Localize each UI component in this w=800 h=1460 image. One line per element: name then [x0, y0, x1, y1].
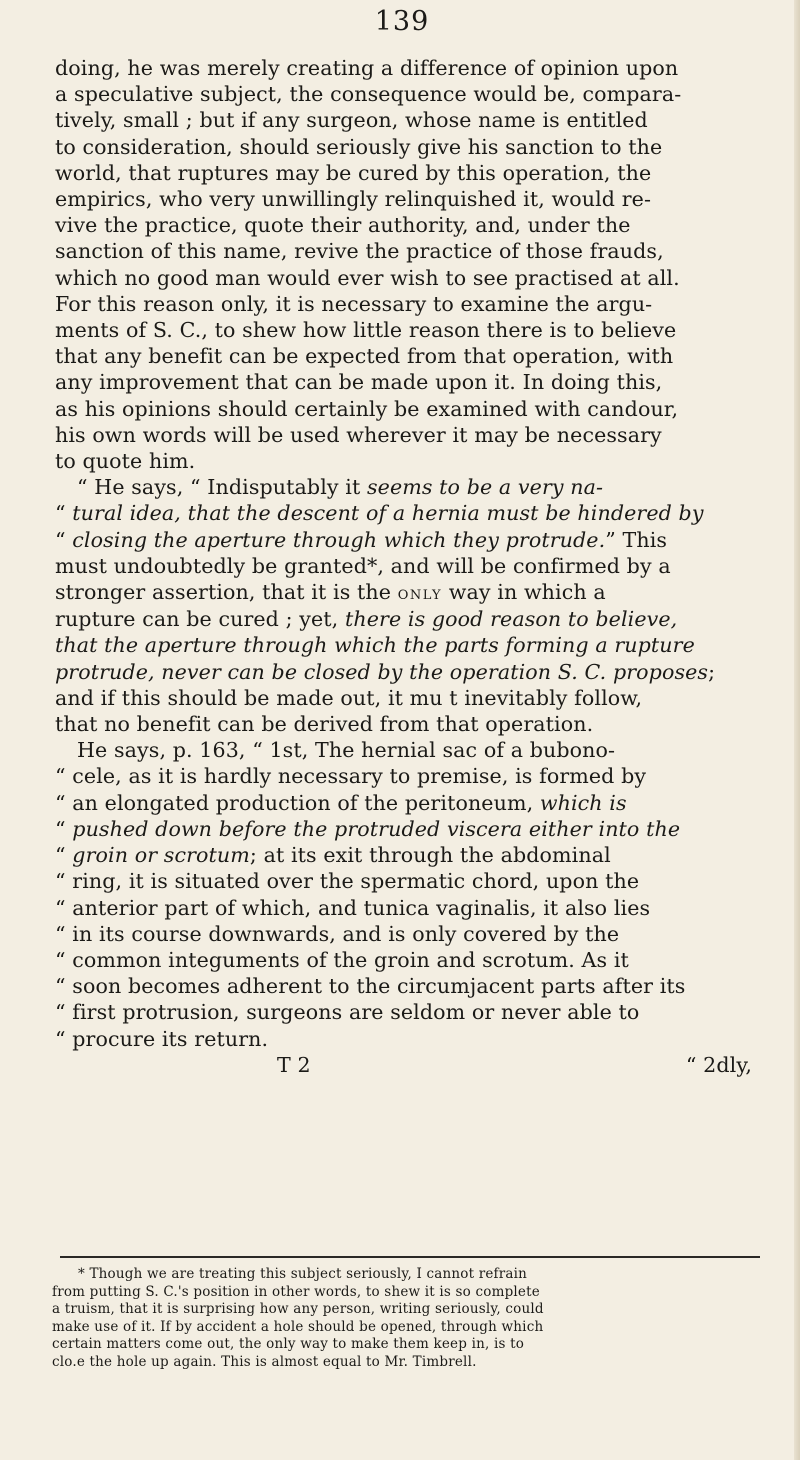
- text-segment: ” This: [605, 527, 668, 552]
- text-segment: He says, p. 163, “ 1st, The hernial sac of a bubono-: [77, 738, 616, 763]
- text-line: [55, 763, 760, 789]
- text-line: [55, 55, 760, 81]
- text-line: [55, 973, 760, 999]
- main-text: [55, 55, 760, 1078]
- text-segment: “ anterior part of which, and tunica vaginalis, it also lies: [55, 895, 651, 920]
- text-line: [55, 238, 760, 264]
- footnote-line: certain matters come out, the only way to make them keep in, is to: [52, 1336, 525, 1353]
- text-segment: vive the practice, quote their authority, and, under the: [55, 213, 631, 238]
- italic-text: which is: [539, 790, 627, 815]
- text-line: [55, 737, 760, 763]
- text-segment: “ procure its return.: [55, 1026, 269, 1051]
- text-segment: “ cele, as it is hardly necessary to premise, is formed by: [55, 764, 647, 789]
- text-line: [55, 343, 760, 369]
- italic-text: seems to be a very na-: [366, 475, 604, 500]
- text-line: [55, 659, 760, 685]
- text-segment: to consideration, should seriously give his sanction to the: [55, 134, 663, 159]
- text-segment: any improvement that can be made upon it. In doing this,: [55, 370, 663, 395]
- text-segment: that any benefit can be expected from that operation, with: [55, 344, 674, 369]
- text-segment: to quote him.: [55, 449, 196, 474]
- italic-text: closing the aperture through which they protrude.: [72, 527, 606, 552]
- text-line: [55, 527, 760, 553]
- text-line: [55, 291, 760, 317]
- text-line: [55, 448, 760, 474]
- text-segment: world, that ruptures may be cured by this operation, the: [55, 160, 652, 185]
- text-line: [55, 579, 760, 606]
- text-segment: “ He says, “ Indisputably it: [77, 475, 367, 500]
- text-line: [55, 186, 760, 212]
- page-edge: [794, 0, 800, 1460]
- italic-text: pushed down before the protruded viscera either into the: [72, 816, 681, 841]
- text-line: [55, 606, 760, 632]
- text-segment: “: [55, 501, 73, 526]
- text-line: [55, 160, 760, 186]
- text-line: [55, 842, 760, 868]
- text-line: [55, 81, 760, 107]
- text-segment: tively, small ; but if any surgeon, whose name is entitled: [55, 108, 648, 133]
- footnote-line: a truism, that it is surprising how any person, writing seriously, could: [52, 1301, 544, 1318]
- text-line: [55, 317, 760, 343]
- text-segment: a speculative subject, the consequence would be, compara-: [55, 82, 682, 107]
- footnote-line: * Though we are treating this subject seriously, I cannot refrain: [78, 1266, 528, 1282]
- footnote: [52, 1266, 764, 1372]
- text-line: [55, 422, 760, 448]
- text-line: [55, 553, 760, 579]
- text-segment: way in which a: [442, 580, 606, 605]
- catchword: “ 2dly,: [685, 1052, 752, 1077]
- italic-text: there is good reason to believe,: [344, 607, 678, 632]
- text-segment: “: [55, 527, 73, 552]
- text-line: [55, 1026, 760, 1052]
- signature-mark: T 2: [277, 1052, 311, 1077]
- text-segment: stronger assertion, that it is the: [55, 580, 398, 605]
- text-line: [55, 868, 760, 894]
- text-segment: “ first protrusion, surgeons are seldom or never able to: [55, 1000, 640, 1025]
- text-segment: that no benefit can be derived from that operation.: [55, 712, 594, 737]
- text-segment: For this reason only, it is necessary to examine the argu-: [55, 291, 653, 316]
- text-segment: ;: [708, 659, 716, 684]
- text-segment: rupture can be cured ; yet,: [55, 607, 345, 632]
- italic-text: tural idea, that the descent of a hernia must be hindered by: [72, 501, 704, 526]
- page-number: 139: [374, 6, 430, 37]
- text-segment: ; at its exit through the abdominal: [249, 843, 611, 868]
- footnote-line: clo.e the hole up again. This is almost equal to Mr. Timbrell.: [52, 1353, 477, 1370]
- footnote-rule: [60, 1256, 760, 1258]
- text-line: [55, 895, 760, 921]
- text-line: [55, 134, 760, 160]
- text-line: [55, 107, 760, 133]
- text-line: [55, 921, 760, 947]
- text-segment: his own words will be used wherever it may be necessary: [55, 422, 662, 447]
- text-line: [55, 816, 760, 842]
- small-caps-text: only: [397, 582, 443, 605]
- text-segment: “ ring, it is situated over the spermatic chord, upon the: [55, 869, 640, 894]
- footnote-line: from putting S. C.'s position in other words, to shew it is so complete: [52, 1283, 540, 1300]
- text-line: [55, 790, 760, 816]
- text-segment: “: [55, 816, 73, 841]
- italic-text: groin or scrotum: [72, 843, 250, 868]
- text-line: [55, 999, 760, 1025]
- text-segment: empirics, who very unwillingly relinquished it, would re-: [55, 187, 651, 212]
- text-line: [55, 711, 760, 737]
- text-line: [55, 396, 760, 422]
- italic-text: that the aperture through which the parts forming a rupture: [55, 633, 695, 658]
- text-segment: sanction of this name, revive the practice of those frauds,: [55, 239, 664, 264]
- text-line: [55, 369, 760, 395]
- text-segment: ments of S. C., to shew how little reason there is to believe: [55, 318, 677, 343]
- text-line: [55, 947, 760, 973]
- text-line: [55, 474, 760, 500]
- text-segment: “ an elongated production of the peritoneum,: [55, 790, 540, 815]
- text-line: [55, 685, 760, 711]
- text-segment: as his opinions should certainly be examined with candour,: [55, 396, 679, 421]
- text-line: [55, 265, 760, 291]
- footnote-line: make use of it. If by accident a hole should be opened, through which: [52, 1318, 544, 1335]
- text-segment: “: [55, 843, 73, 868]
- text-line: [55, 500, 760, 526]
- text-segment: which no good man would ever wish to see practised at all.: [55, 265, 680, 290]
- text-line: [55, 632, 760, 658]
- text-line: [55, 212, 760, 238]
- italic-text: protrude, never can be closed by the operation S. C. proposes: [55, 659, 709, 684]
- text-segment: must undoubtedly be granted*, and will be confirmed by a: [55, 553, 671, 578]
- signature-line: [55, 1052, 760, 1078]
- text-segment: “ soon becomes adherent to the circumjacent parts after its: [55, 974, 686, 999]
- text-segment: doing, he was merely creating a difference of opinion upon: [55, 56, 679, 80]
- text-segment: and if this should be made out, it mu t inevitably follow,: [55, 685, 643, 710]
- text-segment: “ in its course downwards, and is only covered by the: [55, 921, 620, 946]
- text-segment: “ common integuments of the groin and scrotum. As it: [55, 947, 629, 972]
